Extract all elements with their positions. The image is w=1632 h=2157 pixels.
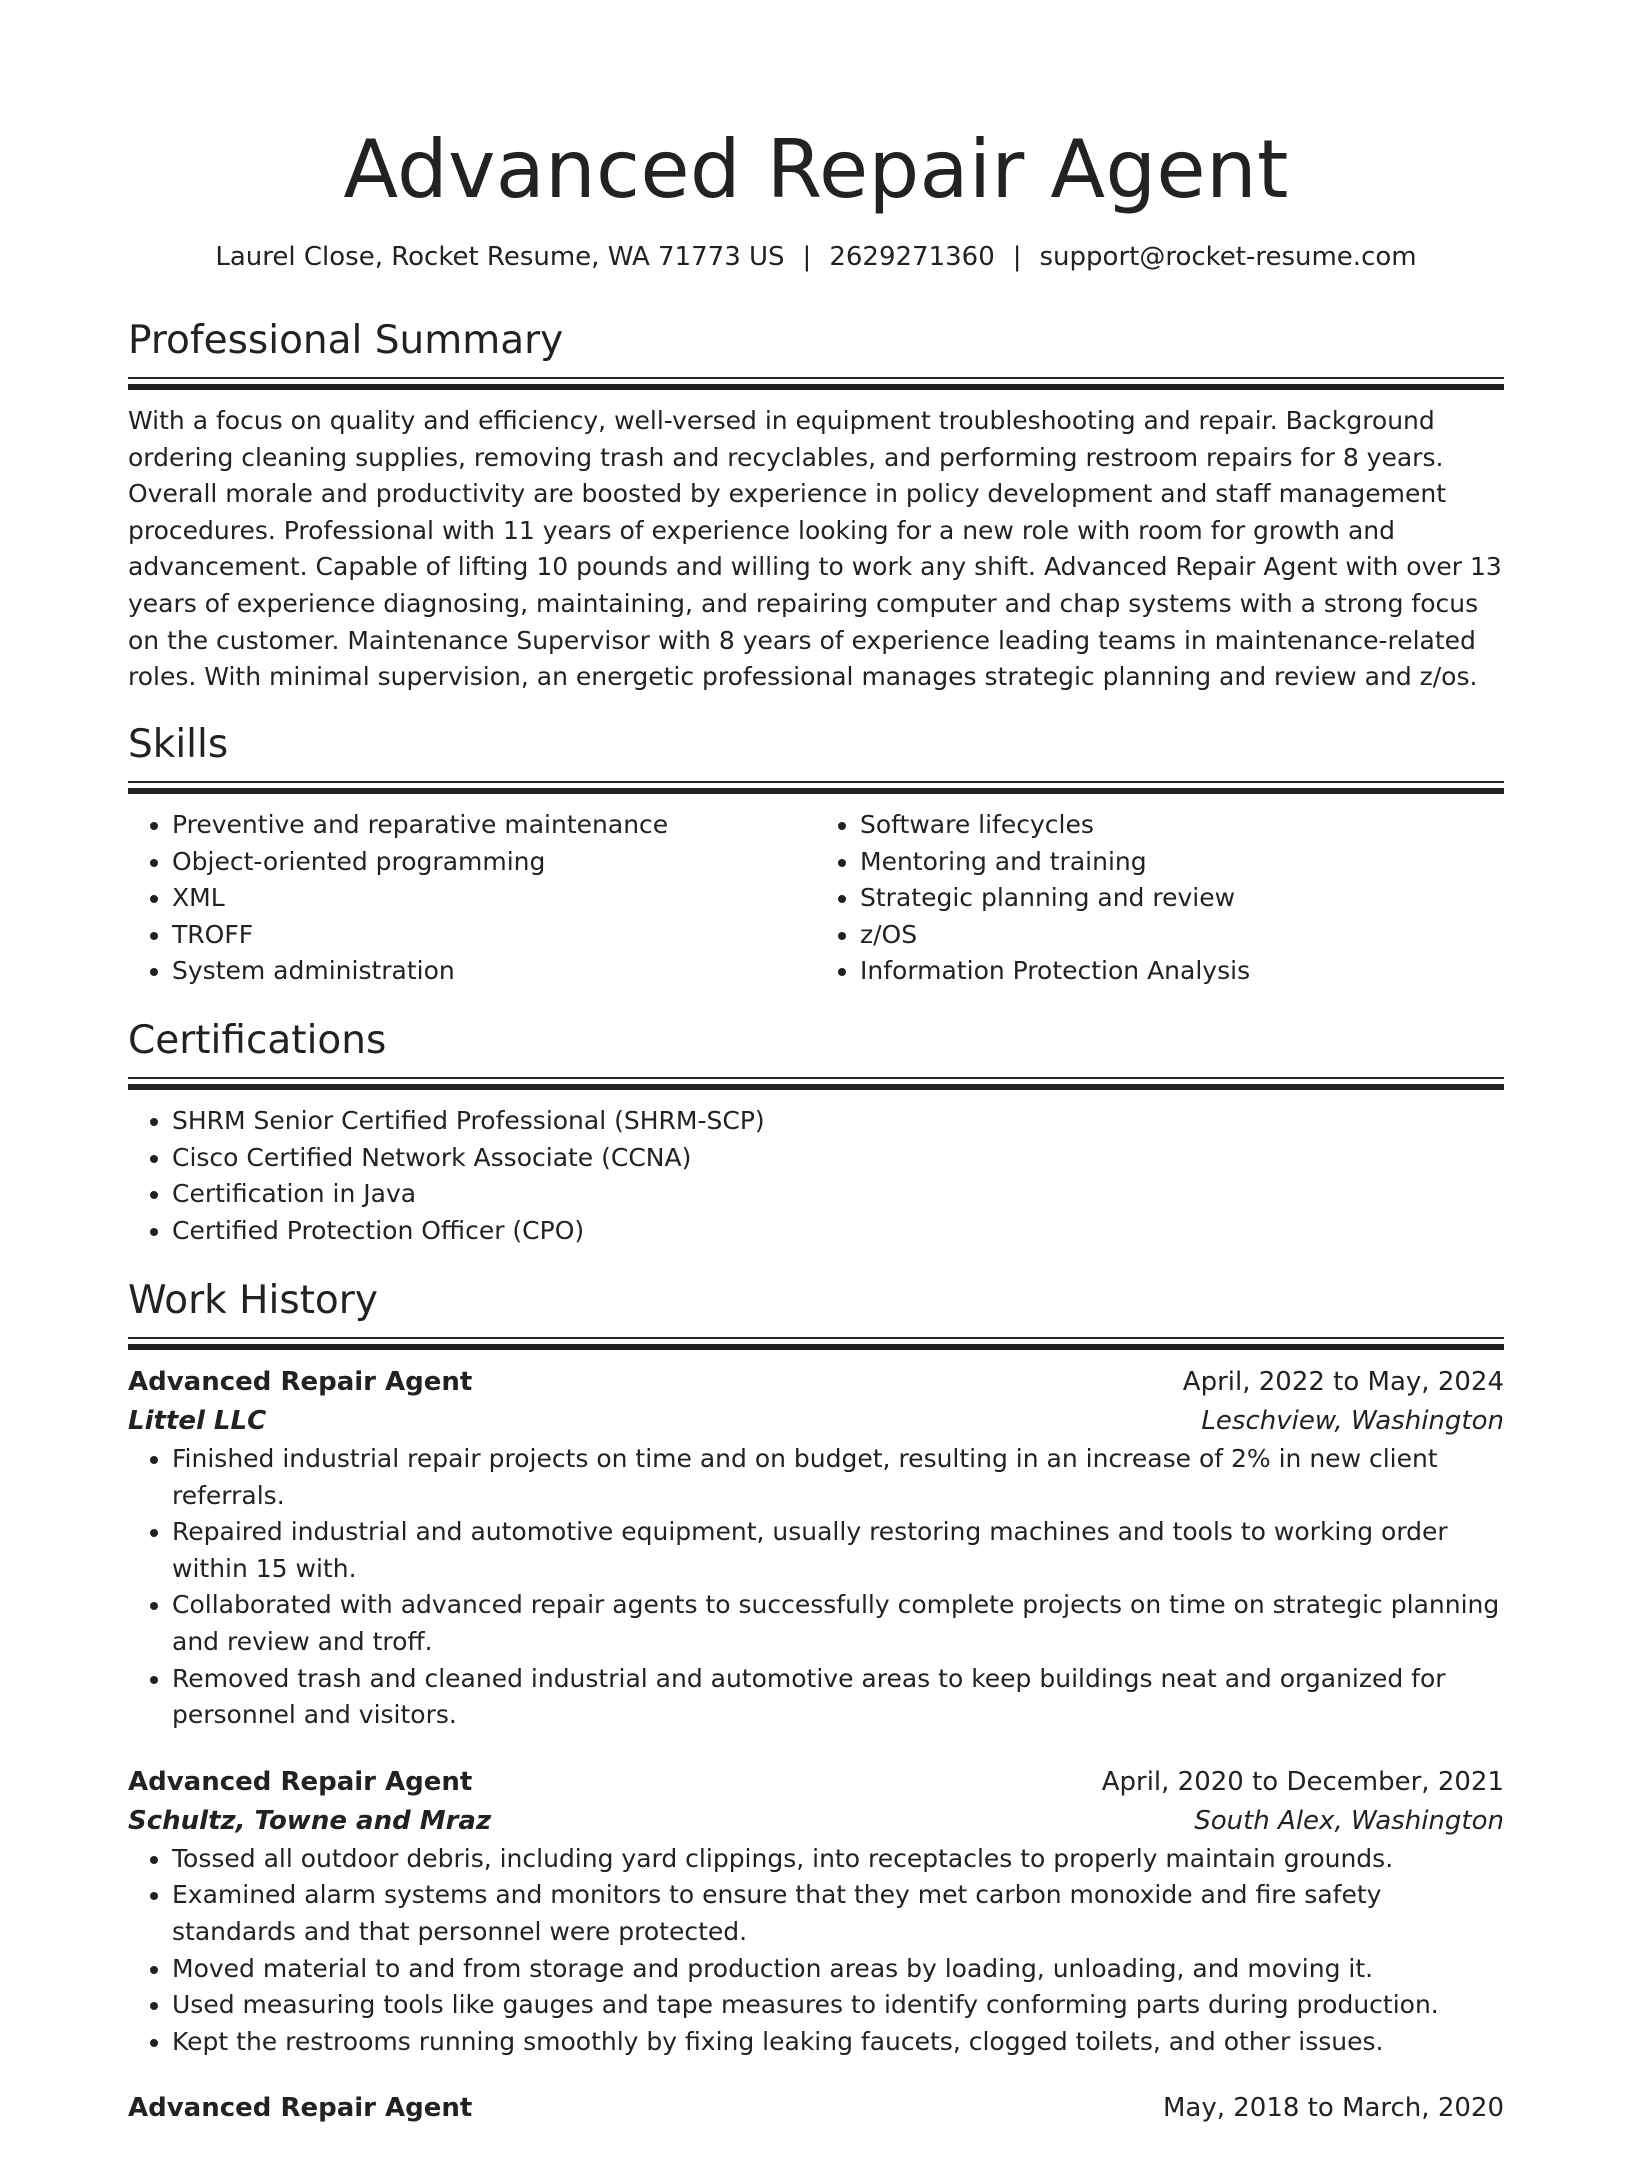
section-title: Work History — [128, 1278, 378, 1323]
resume-name: Advanced Repair Agent — [343, 123, 1289, 216]
certifications-section — [128, 1016, 1504, 1249]
contact-line — [128, 239, 1504, 275]
job-header — [128, 1363, 1504, 1402]
section-divider — [128, 1337, 1504, 1351]
job-bullet: • Examined alarm systems and monitors to ensure that they met carbon monoxide and fire safety standards and that personnel were protected. — [172, 1877, 1504, 1950]
job-entry — [128, 2089, 1504, 2128]
certification-item: • Certification in Java — [172, 1176, 1504, 1213]
certification-item: • Certified Protection Officer (CPO) — [172, 1213, 1504, 1250]
section-title: Professional Summary — [128, 318, 564, 363]
job-dates: April, 2020 to December, 2021 — [1101, 1766, 1504, 1797]
skills-section — [128, 720, 1504, 990]
section-divider — [128, 1077, 1504, 1091]
section-title: Skills — [128, 722, 229, 767]
section-divider — [128, 377, 1504, 391]
skill-item: • Preventive and reparative maintenance — [172, 807, 816, 844]
contact-phone: 2629271360 — [829, 242, 995, 272]
job-subheader — [128, 1802, 1504, 1841]
job-entry — [128, 1763, 1504, 2061]
skill-item: • Information Protection Analysis — [860, 953, 1504, 990]
skill-item: • Mentoring and training — [860, 844, 1504, 881]
skill-item: • XML — [172, 880, 816, 917]
skill-item: • Software lifecycles — [860, 807, 1504, 844]
section-title: Certifications — [128, 1018, 387, 1063]
job-bullet: • Removed trash and cleaned industrial and automotive areas to keep buildings neat and organized for personnel and visitors. — [172, 1661, 1504, 1734]
job-company: Littel LLC — [128, 1406, 267, 1436]
skill-item: • Object-oriented programming — [172, 844, 816, 881]
job-bullet: • Repaired industrial and automotive equipment, usually restoring machines and tools to working order within 15 with. — [172, 1514, 1504, 1587]
job-header — [128, 1763, 1504, 1802]
job-entry — [128, 1363, 1504, 1734]
section-divider — [128, 781, 1504, 795]
skill-item: • System administration — [172, 953, 816, 990]
job-location: South Alex, Washington — [1194, 1805, 1504, 1836]
job-bullet: • Used measuring tools like gauges and tape measures to identify conforming parts during production. — [172, 1987, 1504, 2024]
skill-item: • z/OS — [860, 917, 1504, 954]
job-bullets — [128, 1441, 1504, 1734]
skills-list-right — [816, 807, 1504, 990]
resume-page — [128, 0, 1504, 2124]
skills-grid — [128, 807, 1504, 990]
job-title: Advanced Repair Agent — [128, 1766, 473, 1797]
job-title: Advanced Repair Agent — [128, 1367, 473, 1397]
job-bullet: • Finished industrial repair projects on time and on budget, resulting in an increase of 2% in new client referrals. — [172, 1441, 1504, 1514]
skill-item: • TROFF — [172, 917, 816, 954]
job-header — [128, 2089, 1504, 2128]
job-bullet: • Collaborated with advanced repair agents to successfully complete projects on time on strategic planning and review and troff. — [172, 1587, 1504, 1660]
skills-list-left — [128, 807, 816, 990]
job-bullets — [128, 1841, 1504, 2061]
contact-address: Laurel Close, Rocket Resume, WA 71773 US — [215, 242, 785, 272]
skill-item: • Strategic planning and review — [860, 880, 1504, 917]
job-dates: May, 2018 to March, 2020 — [1162, 2093, 1504, 2124]
job-bullet: • Moved material to and from storage and production areas by loading, unloading, and moving it. — [172, 1951, 1504, 1988]
contact-separator: | — [1012, 242, 1022, 272]
certification-item: • SHRM Senior Certified Professional (SHRM-SCP) — [172, 1103, 1504, 1140]
summary-text: With a focus on quality and efficiency, well-versed in equipment troubleshooting and repair. Background ordering cleaning supplies, removing trash and recyclables, and performing restroom repairs for 8 years. Overall morale and productivity are boosted by experience in policy development and staff management procedures. Professional with 11 years of experience looking for a new role with room for growth and advancement. Capable of lifting 10 pounds and willing to work any shift. Advanced Repair Agent with over 13 years of experience diagnosing, maintaining, and repairing computer and chap systems with a strong focus on the customer. Maintenance Supervisor with 8 years of experience leading teams in maintenance-related roles. With minimal supervision, an energetic professional manages strategic planning and review and z/os. — [128, 406, 1502, 692]
job-bullet: • Tossed all outdoor debris, including yard clippings, into receptacles to properly maintain grounds. — [172, 1841, 1504, 1878]
job-company: Schultz, Towne and Mraz — [128, 1805, 492, 1836]
certifications-list — [128, 1103, 1504, 1249]
job-location: Leschview, Washington — [1201, 1406, 1504, 1436]
work-history-section — [128, 1276, 1504, 2157]
certification-item: • Cisco Certified Network Associate (CCNA) — [172, 1140, 1504, 1177]
job-title: Advanced Repair Agent — [128, 2093, 473, 2124]
job-subheader — [128, 1402, 1504, 1441]
job-dates: April, 2022 to May, 2024 — [1182, 1367, 1504, 1397]
summary-section — [128, 316, 1504, 696]
contact-separator: | — [802, 242, 812, 272]
contact-email: support@rocket-resume.com — [1039, 242, 1417, 272]
job-bullet: • Kept the restrooms running smoothly by fixing leaking faucets, clogged toilets, and other issues. — [172, 2024, 1504, 2061]
